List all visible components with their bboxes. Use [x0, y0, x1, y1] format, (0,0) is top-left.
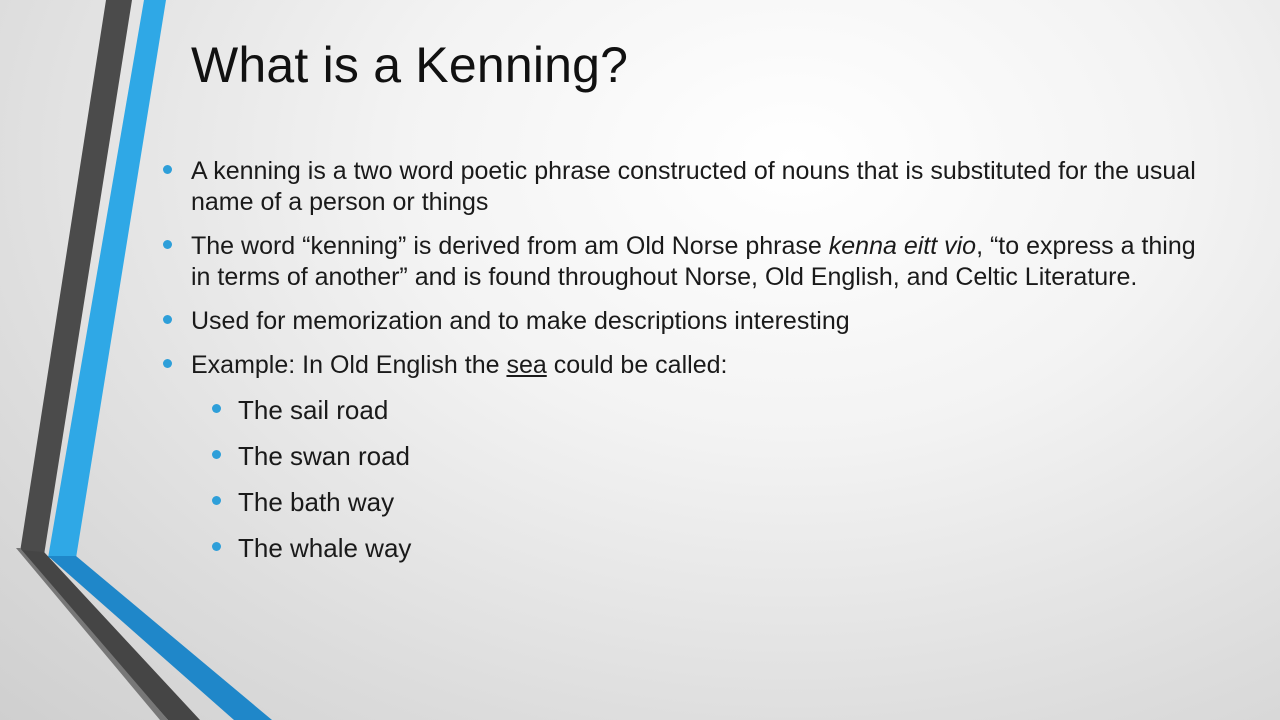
bullet-text-pre: Example: In Old English the — [191, 351, 507, 379]
bullet-origin — [160, 231, 1220, 293]
bullet-text-pre: The word “kenning” is derived from am Old Norse phrase — [191, 232, 829, 260]
sub-bullet-example — [160, 440, 1220, 472]
bullet-list — [160, 156, 1220, 578]
bullet-text: A kenning is a two word poetic phrase constructed of nouns that is substituted for the usual name of a person or things — [191, 157, 1196, 216]
bullet-usage — [160, 306, 1220, 337]
bullet-dot — [163, 240, 172, 249]
example-text: The sail road — [238, 395, 389, 425]
bullet-dot — [212, 404, 221, 413]
underlined-word: sea — [506, 351, 547, 379]
sub-bullet-example — [160, 532, 1220, 564]
bullet-text: Used for memorization and to make descriptions interesting — [191, 307, 850, 335]
example-text: The swan road — [238, 441, 410, 471]
bullet-example — [160, 350, 1220, 381]
slide-title: What is a Kenning? — [191, 37, 629, 93]
bullet-dot — [163, 359, 172, 368]
sub-bullet-example — [160, 486, 1220, 518]
bullet-dot — [163, 315, 172, 324]
bullet-definition — [160, 156, 1220, 218]
bullet-text-post: could be called: — [546, 351, 728, 379]
bullet-dot — [163, 165, 172, 174]
bullet-dot — [212, 542, 221, 551]
bullet-text-post: , “to express a thing in terms of another” and is found throughout Norse, Old English, and Celtic Literature. — [191, 232, 1196, 291]
old-norse-phrase: kenna eitt vio — [828, 232, 977, 260]
example-text: The bath way — [238, 487, 395, 517]
bullet-dot — [212, 496, 221, 505]
example-text: The whale way — [238, 533, 412, 563]
bullet-dot — [212, 450, 221, 459]
sub-bullet-example — [160, 394, 1220, 426]
